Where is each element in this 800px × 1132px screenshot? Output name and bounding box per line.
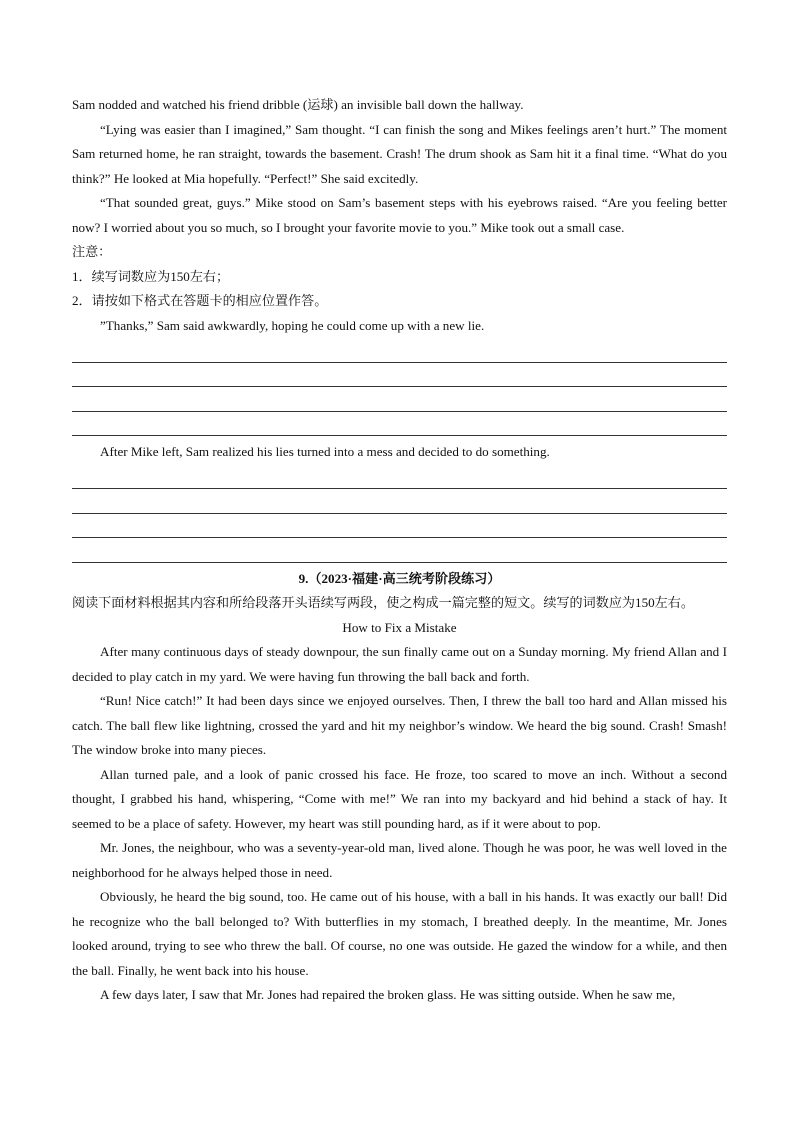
passage-paragraph: Mr. Jones, the neighbour, who was a seventy-year-old man, lived alone. Though he was poor, he was well loved in the neighborhood for he always helped those in need. — [72, 840, 727, 880]
continuation-prompt-1: ”Thanks,” Sam said awkwardly, hoping he could come up with a new lie. — [100, 317, 485, 333]
story-paragraph: “Lying was easier than I imagined,” Sam thought. “I can finish the song and Mikes feelings aren’t hurt.” The moment Sam returned home, he ran straight, towards the basement. Crash! The drum shook as Sam hit it a final time. “What do you think?” He looked at Mia hopefully. “Perfect!” She said excitedly. — [72, 121, 727, 186]
writing-line[interactable] — [72, 338, 727, 363]
notes-item-1: 1．续写词数应为150左右； — [72, 268, 230, 284]
writing-line[interactable] — [72, 538, 727, 563]
passage-paragraph: A few days later, I saw that Mr. Jones had repaired the broken glass. He was sitting outside. When he saw me, — [100, 987, 676, 1002]
continuation-prompt-2: After Mike left, Sam realized his lies turned into a mess and decided to do something. — [100, 444, 550, 459]
passage-paragraph: Allan turned pale, and a look of panic crossed his face. He froze, too scared to move an inch. Without a second thought, I grabbed his hand, whispering, “Come with me!” We ran into my backyard and hid behind a stack of hay. It seemed to be a place of safety. However, my heart was still pounding hard, as if it were about to pop. — [72, 766, 727, 831]
writing-line[interactable] — [72, 412, 727, 437]
writing-lines-1 — [72, 338, 727, 436]
writing-line[interactable] — [72, 363, 727, 388]
passage-paragraph: Obviously, he heard the big sound, too. He came out of his house, with a ball in his hands. It was exactly our ball! Did he recognize who the ball belonged to? With butterflies in my stomach, I breathed deeply. In the meantime, Mr. Jones looked around, trying to see who threw the ball. Of course, no one was outside. He gazed the window for a while, and then the ball. Finally, he went back into his house. — [72, 889, 727, 978]
question-instruction: 阅读下面材料根据其内容和所给段落开头语续写两段，使之构成一篇完整的短文。续写的词数应为150左右。 — [72, 595, 694, 610]
notes-label: 注意： — [72, 244, 112, 259]
notes-item-2: 2．请按如下格式在答题卡的相应位置作答。 — [72, 293, 328, 308]
writing-line[interactable] — [72, 387, 727, 412]
question-heading: 9.（2023·福建·高三统考阶段练习） — [298, 570, 501, 586]
passage-paragraph: “Run! Nice catch!” It had been days since we enjoyed ourselves. Then, I threw the ball too hard and Allan missed his catch. The ball flew like lightning, crossed the yard and hit my neighbor’s window. We heard the big sound. Crash! Smash! The window broke into many pieces. — [72, 693, 727, 757]
writing-line[interactable] — [72, 489, 727, 514]
document-page — [72, 93, 727, 1008]
story-paragraph: Sam nodded and watched his friend dribble (运球) an invisible ball down the hallway. — [72, 97, 524, 112]
writing-lines-2 — [72, 465, 727, 563]
story-paragraph: “That sounded great, guys.” Mike stood on Sam’s basement steps with his eyebrows raised. “Are you feeling better now? I worried about you so much, so I brought your favorite movie to you.” Mike took out a small case. — [72, 195, 727, 235]
writing-line[interactable] — [72, 465, 727, 490]
passage-title: How to Fix a Mistake — [342, 619, 457, 635]
passage-paragraph: After many continuous days of steady downpour, the sun finally came out on a Sunday morning. My friend Allan and I decided to play catch in my yard. We were having fun throwing the ball back and forth. — [72, 644, 727, 684]
writing-line[interactable] — [72, 514, 727, 539]
